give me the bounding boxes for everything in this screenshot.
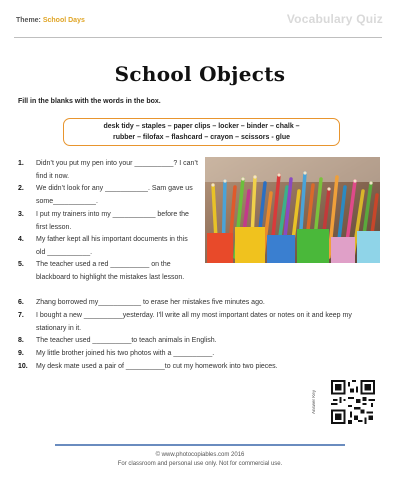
question-number: 6. (18, 299, 24, 306)
question-item (18, 183, 198, 208)
question-item (18, 361, 382, 374)
question-number: 8. (18, 337, 24, 344)
question-number: 2. (18, 185, 24, 192)
question-item (18, 335, 382, 348)
question-item (18, 348, 382, 361)
word-box-line-2: rubber – filofax – flashcard – crayon – scissors - glue (112, 134, 290, 141)
question-text: The teacher used a red __________ on the blackboard to highlight the mistakes last lesson. (36, 261, 185, 281)
usage-notice: For classroom and personal use only. Not for commercial use. (117, 461, 283, 467)
header-divider (14, 37, 382, 38)
question-text: Zhang borrowed my___________ to erase her mistakes five minutes ago. (36, 299, 265, 306)
question-number: 10. (18, 363, 28, 370)
question-number: 3. (18, 211, 24, 218)
theme-prefix: Theme: (16, 17, 43, 24)
crayons-photo (205, 157, 380, 263)
page-title: School Objects (114, 62, 286, 86)
word-box-line-1: desk tidy – staples – paper clips – locker – binder – chalk – (103, 123, 300, 130)
theme-value: School Days (42, 17, 85, 24)
question-item (18, 234, 198, 259)
question-number: 5. (18, 261, 24, 268)
question-text: Didn’t you put my pen into your __________? I can’t find it now. (36, 160, 198, 180)
question-text: My little brother joined his two photos with a __________. (36, 350, 215, 357)
qr-code[interactable] (331, 380, 375, 424)
quiz-type-title: Vocabulary Quiz (286, 12, 383, 26)
question-text: I bought a new __________yesterday. I’ll write all my most important dates or notes on it and keep my stationary in it. (36, 312, 352, 332)
question-item (18, 259, 198, 284)
copyright-text: © www.photocopiables.com 2016 (155, 452, 245, 458)
footer-divider (55, 444, 345, 446)
crayons-illustration (205, 157, 380, 263)
answer-key-label: Answer Key (311, 389, 316, 414)
instruction-text: Fill in the blanks with the words in the box. (18, 98, 161, 105)
question-item (18, 209, 198, 234)
question-text: We didn’t look for any ___________. Sam gave us some___________. (36, 185, 193, 205)
question-number: 4. (18, 236, 24, 243)
question-item (18, 297, 382, 310)
question-number: 1. (18, 160, 24, 167)
question-number: 7. (18, 312, 24, 319)
question-text: I put my trainers into my ___________ before the first lesson. (36, 211, 189, 231)
question-text: The teacher used __________to teach animals in English. (36, 337, 217, 344)
qr-code-icon (331, 380, 375, 424)
question-item (18, 158, 198, 183)
question-text: My desk mate used a pair of __________to cut my homework into two pieces. (36, 363, 278, 370)
question-item (18, 310, 382, 335)
question-number: 9. (18, 350, 24, 357)
theme-label (16, 17, 85, 24)
word-box (63, 118, 340, 146)
question-text: My father kept all his important documents in this old ___________. (36, 236, 188, 256)
